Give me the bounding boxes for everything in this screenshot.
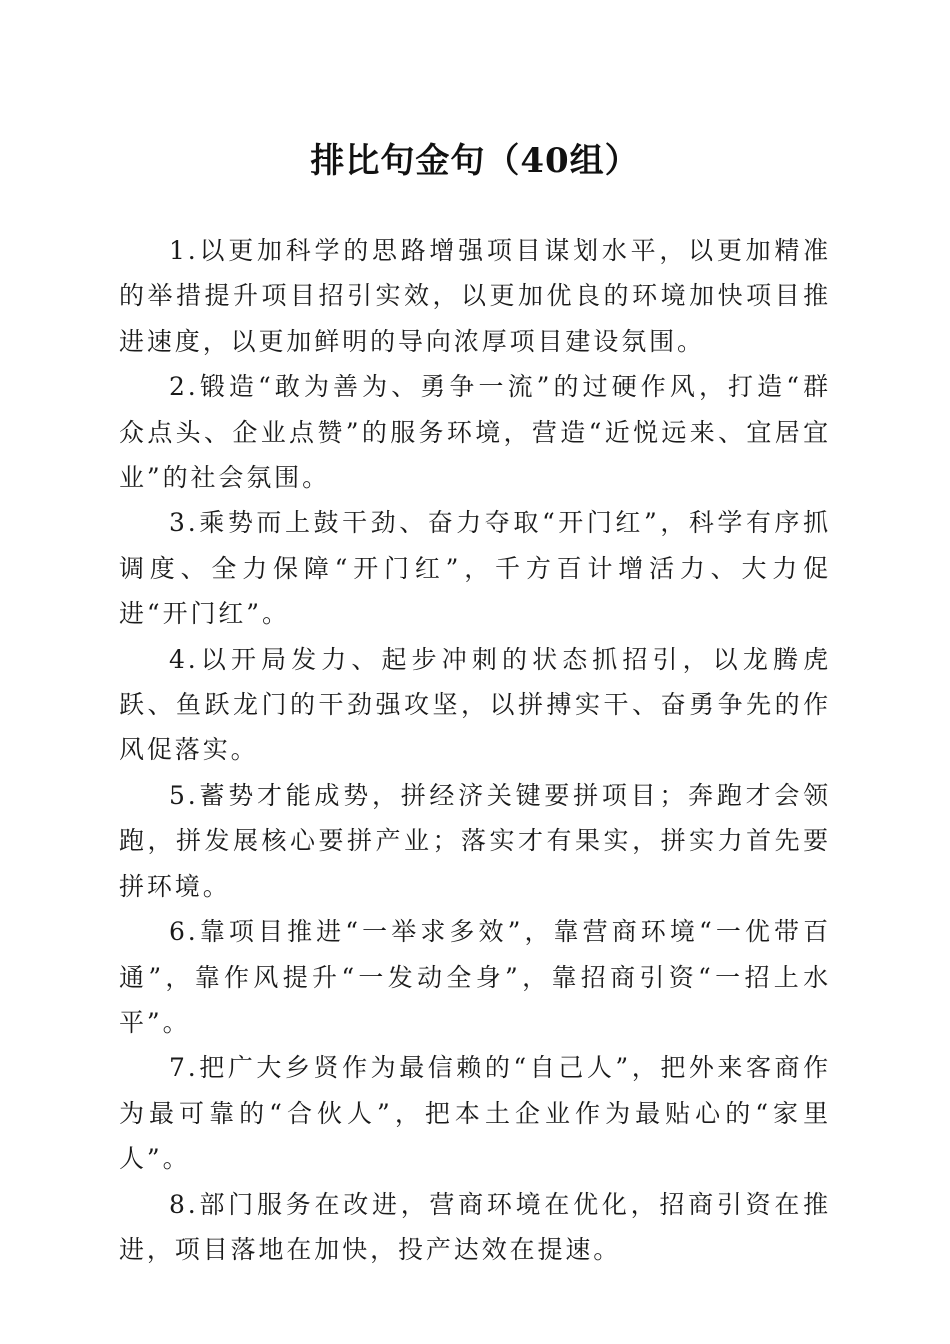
paragraph-5: 5.蓄势才能成势，拼经济关键要拼项目；奔跑才会领跑，拼发展核心要拼产业；落实才有果实，拼实力首先要拼环境。 xyxy=(119,780,831,901)
paragraph-7: 7.把广大乡贤作为最信赖的“自己人”，把外来客商作为最可靠的“合伙人”，把本土企业作为最贴心的“家里人”。 xyxy=(119,1053,831,1174)
paragraph-6: 6.靠项目推进“一举求多效”，靠营商环境“一优带百通”，靠作风提升“一发动全身”，靠招商引资“一招上水平”。 xyxy=(119,917,831,1037)
paragraph-3: 3.乘势而上鼓干劲、奋力夺取“开门红”，科学有序抓调度、全力保障“开门红”，千方百计增活力、大力促进“开门红”。 xyxy=(119,508,831,629)
document-title: 排比句金句（40组） xyxy=(310,141,640,181)
document-body xyxy=(119,228,831,1272)
paragraph-1: 1.以更加科学的思路增强项目谋划水平，以更加精准的举措提升项目招引实效，以更加优良的环境加快项目推进速度，以更加鲜明的导向浓厚项目建设氛围。 xyxy=(119,236,831,356)
paragraph-8: 8.部门服务在改进，营商环境在优化，招商引资在推进，项目落地在加快，投产达效在提速。 xyxy=(119,1189,831,1264)
paragraph-2: 2.锻造“敢为善为、勇争一流”的过硬作风，打造“群众点头、企业点赞”的服务环境，营造“近悦远来、宜居宜业”的社会氛围。 xyxy=(119,372,831,493)
paragraph-4: 4.以开局发力、起步冲刺的状态抓招引，以龙腾虎跃、鱼跃龙门的干劲强攻坚，以拼搏实干、奋勇争先的作风促落实。 xyxy=(119,644,831,765)
